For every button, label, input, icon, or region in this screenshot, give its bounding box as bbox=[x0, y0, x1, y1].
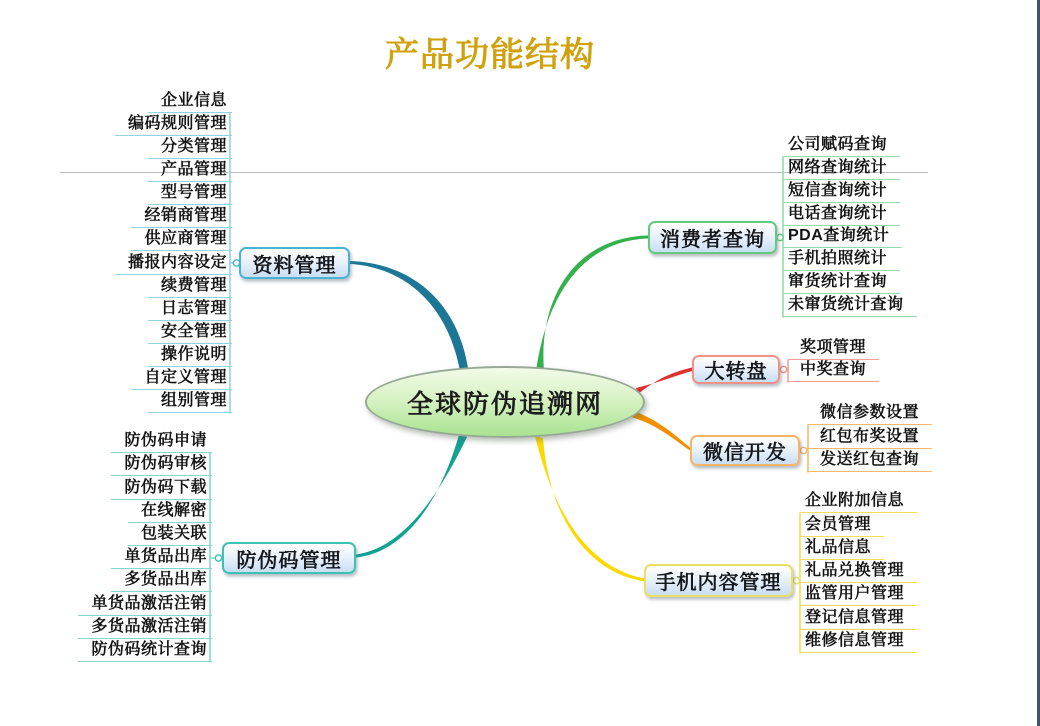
child-topic-row bbox=[78, 616, 212, 639]
child-topic-row bbox=[808, 449, 932, 473]
child-topic-row bbox=[800, 513, 884, 536]
child-topic[interactable]: 组别管理 bbox=[148, 393, 232, 413]
child-topic[interactable]: 企业信息 bbox=[148, 93, 232, 113]
child-topic[interactable]: 单货品出库 bbox=[111, 549, 212, 569]
child-topic-row bbox=[131, 205, 232, 228]
child-topic[interactable]: PDA查询统计 bbox=[783, 228, 902, 248]
child-topic-row bbox=[148, 159, 232, 182]
child-topic[interactable]: 产品管理 bbox=[148, 162, 232, 182]
collapse-handle bbox=[780, 366, 786, 372]
branch-curve bbox=[350, 261, 469, 376]
children-of-fangweima-guanli bbox=[50, 430, 212, 662]
child-topic[interactable]: 奖项管理 bbox=[788, 340, 879, 360]
child-topic-row bbox=[111, 476, 212, 499]
child-topic[interactable]: 窜货统计查询 bbox=[783, 274, 900, 294]
child-topic-row bbox=[148, 90, 232, 113]
children-of-shouji-neirong-guanli bbox=[800, 490, 968, 653]
child-topic[interactable]: 网络查询统计 bbox=[783, 160, 900, 180]
child-topic[interactable]: 防伪码统计查询 bbox=[78, 642, 212, 662]
child-topic[interactable]: 防伪码申请 bbox=[111, 433, 212, 453]
children-of-dazhuanpan bbox=[788, 338, 948, 382]
child-topic-row bbox=[788, 360, 879, 382]
child-topic[interactable]: 监管用户管理 bbox=[800, 586, 917, 606]
child-topic-row bbox=[128, 500, 212, 523]
child-topic[interactable]: 红包布奖设置 bbox=[808, 429, 932, 449]
child-topic-row bbox=[148, 182, 232, 205]
branch-curve bbox=[535, 436, 645, 582]
child-topic-row bbox=[783, 203, 900, 226]
child-topic-row bbox=[111, 546, 212, 569]
branch-curve bbox=[631, 411, 690, 451]
child-topic[interactable]: 电话查询统计 bbox=[783, 206, 900, 226]
child-topic[interactable]: 安全管理 bbox=[148, 324, 232, 344]
child-topic-row bbox=[783, 180, 900, 203]
branch-curve bbox=[636, 368, 692, 395]
child-topic[interactable]: 分类管理 bbox=[148, 139, 232, 159]
child-topic-row bbox=[808, 425, 932, 449]
child-topic-row bbox=[148, 298, 232, 321]
branch-topic-xiaofeizhe-chaxun[interactable]: 消费者查询 bbox=[648, 221, 777, 254]
child-topic[interactable]: 在线解密 bbox=[128, 503, 212, 523]
child-topic-row bbox=[131, 367, 232, 390]
child-topic-row bbox=[131, 228, 232, 251]
child-topic-row bbox=[800, 490, 917, 513]
child-topic[interactable]: 型号管理 bbox=[148, 185, 232, 205]
child-topic-row bbox=[800, 630, 917, 653]
child-topic-row bbox=[78, 592, 212, 615]
child-topic[interactable]: 防伪码审核 bbox=[111, 456, 212, 476]
collapse-handle bbox=[800, 447, 806, 453]
page-title: 产品功能结构 bbox=[385, 36, 595, 74]
child-topic[interactable]: 日志管理 bbox=[148, 301, 232, 321]
child-topic-row bbox=[800, 606, 917, 629]
child-topic[interactable]: 登记信息管理 bbox=[800, 610, 917, 630]
child-topic-row bbox=[128, 523, 212, 546]
child-topic-row bbox=[800, 537, 884, 560]
child-topic[interactable]: 防伪码下载 bbox=[111, 480, 212, 500]
branch-topic-shouji-neirong-guanli[interactable]: 手机内容管理 bbox=[644, 564, 793, 597]
child-topic[interactable]: 企业附加信息 bbox=[800, 493, 917, 513]
branch-wires-xiaofeizhe bbox=[536, 157, 783, 372]
child-topic-row bbox=[111, 453, 212, 476]
child-topic-row bbox=[783, 294, 917, 317]
child-topic[interactable]: 中奖查询 bbox=[788, 362, 879, 382]
children-of-ziliao-guanli bbox=[80, 90, 232, 413]
child-topic-row bbox=[783, 134, 900, 157]
child-topic[interactable]: 礼品兑换管理 bbox=[800, 563, 917, 583]
child-topic[interactable]: 多货品出库 bbox=[111, 572, 212, 592]
branch-topic-dazhuanpan[interactable]: 大转盘 bbox=[692, 355, 780, 384]
child-topic-row bbox=[111, 430, 212, 453]
collapse-handle bbox=[793, 577, 799, 583]
child-topic-row bbox=[800, 560, 917, 583]
branch-curve bbox=[536, 236, 648, 373]
collapse-handle bbox=[215, 555, 221, 561]
branch-topic-fangweima-guanli[interactable]: 防伪码管理 bbox=[222, 542, 356, 574]
child-topic[interactable]: 会员管理 bbox=[800, 517, 884, 537]
child-topic[interactable]: 包装关联 bbox=[128, 526, 212, 546]
child-topic[interactable]: 续费管理 bbox=[148, 278, 232, 298]
child-topic-row bbox=[148, 136, 232, 159]
child-topic[interactable]: 自定义管理 bbox=[131, 370, 232, 390]
child-topic[interactable]: 操作说明 bbox=[148, 347, 232, 367]
children-of-weixin-kaifa bbox=[808, 402, 968, 473]
child-topic[interactable]: 手机拍照统计 bbox=[783, 251, 900, 271]
central-topic[interactable]: 全球防伪追溯网 bbox=[365, 366, 645, 438]
child-topic[interactable]: 供应商管理 bbox=[131, 231, 232, 251]
child-topic[interactable]: 单货品激活注销 bbox=[78, 596, 212, 616]
child-topic[interactable]: 未窜货统计查询 bbox=[783, 297, 917, 317]
child-topic[interactable]: 公司赋码查询 bbox=[783, 137, 900, 157]
child-topic-row bbox=[783, 226, 902, 249]
child-topic-row bbox=[115, 113, 232, 136]
branch-topic-weixin-kaifa[interactable]: 微信开发 bbox=[690, 435, 800, 466]
child-topic-row bbox=[148, 390, 232, 413]
child-topic[interactable]: 礼品信息 bbox=[800, 540, 884, 560]
child-topic[interactable]: 编码规则管理 bbox=[115, 116, 232, 136]
child-topic-row bbox=[808, 402, 932, 426]
child-topic-row bbox=[148, 321, 232, 344]
child-topic-row bbox=[78, 639, 212, 662]
child-topic-row bbox=[148, 344, 232, 367]
child-topic-row bbox=[800, 583, 917, 606]
child-topic-row bbox=[783, 248, 900, 271]
child-topic[interactable]: 微信参数设置 bbox=[808, 405, 932, 425]
child-topic-row bbox=[148, 275, 232, 298]
child-topic-row bbox=[115, 251, 232, 274]
child-topic-row bbox=[783, 157, 900, 180]
children-of-xiaofeizhe-chaxun bbox=[783, 134, 961, 317]
child-topic[interactable]: 发送红包查询 bbox=[808, 452, 932, 472]
child-topic[interactable]: 经销商管理 bbox=[131, 208, 232, 228]
branch-topic-ziliao-guanli[interactable]: 资料管理 bbox=[239, 247, 350, 279]
child-topic-row bbox=[111, 569, 212, 592]
child-topic-row bbox=[788, 338, 879, 360]
child-topic[interactable]: 短信查询统计 bbox=[783, 183, 900, 203]
branch-curve bbox=[356, 435, 467, 558]
child-topic[interactable]: 维修信息管理 bbox=[800, 633, 917, 653]
child-topic-row bbox=[783, 271, 900, 294]
child-topic[interactable]: 播报内容设定 bbox=[115, 255, 232, 275]
branch-wires-shouji bbox=[535, 436, 800, 653]
child-topic[interactable]: 多货品激活注销 bbox=[78, 619, 212, 639]
